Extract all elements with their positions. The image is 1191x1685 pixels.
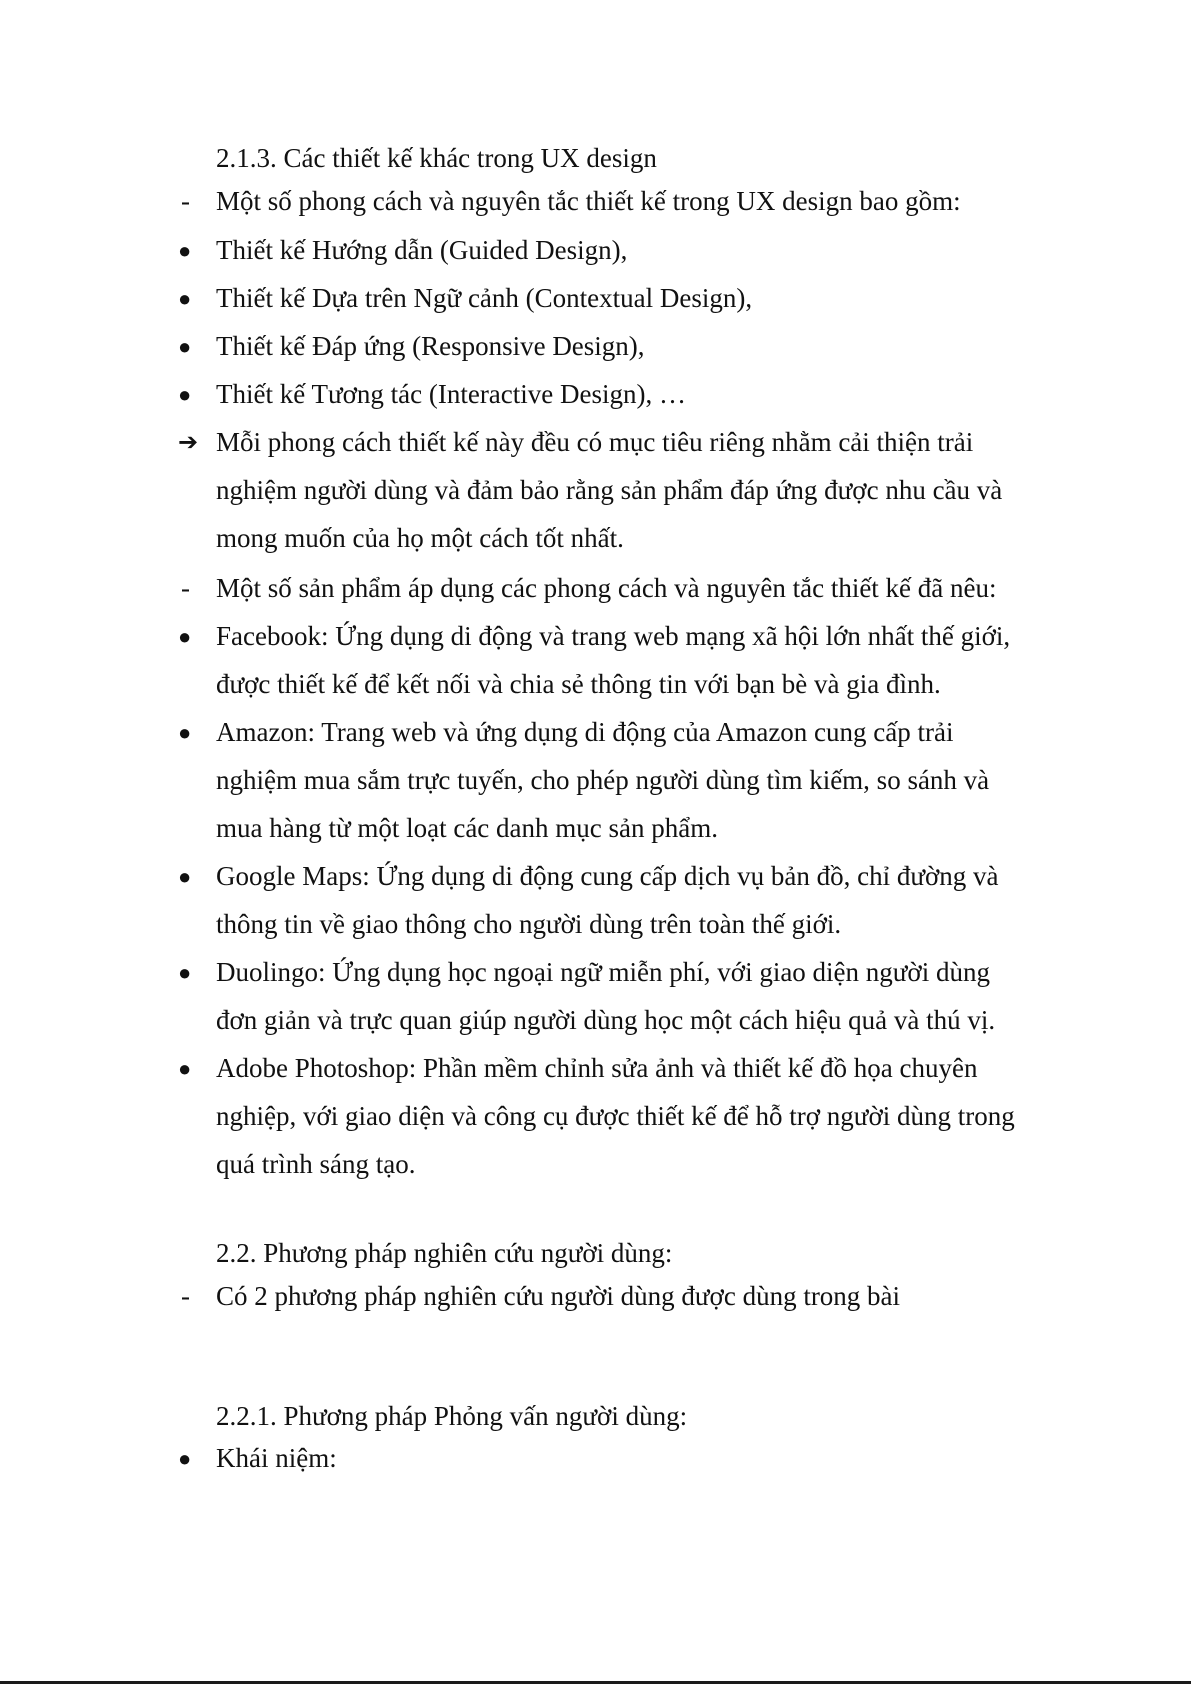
bullet-icon: ● — [178, 624, 192, 649]
product-line: nghiệm mua sắm trực tuyến, cho phép người dùng tìm kiếm, so sánh và — [216, 765, 990, 795]
concept-item: Khái niệm: — [216, 1443, 337, 1473]
dash-marker: - — [181, 186, 190, 216]
style-item: Thiết kế Dựa trên Ngữ cảnh (Contextual Design), — [216, 283, 753, 313]
bullet-icon: ● — [178, 286, 192, 311]
bullet-icon: ● — [178, 382, 192, 407]
dash-marker: - — [181, 573, 190, 603]
bullet-icon: ● — [178, 1446, 192, 1471]
product-line: đơn giản và trực quan giúp người dùng học một cách hiệu quả và thú vị. — [216, 1005, 996, 1035]
section-heading-2-1-3: 2.1.3. Các thiết kế khác trong UX design — [216, 143, 657, 173]
style-item: Thiết kế Hướng dẫn (Guided Design), — [216, 235, 628, 265]
bullet-icon: ● — [178, 1056, 192, 1081]
product-line: Adobe Photoshop: Phần mềm chỉnh sửa ảnh và thiết kế đồ họa chuyên — [216, 1053, 978, 1083]
conclusion-line: nghiệm người dùng và đảm bảo rằng sản phẩm đáp ứng được nhu cầu và — [216, 475, 1003, 505]
product-line: được thiết kế để kết nối và chia sẻ thông tin với bạn bè và gia đình. — [216, 669, 941, 699]
bullet-icon: ● — [178, 960, 192, 985]
product-line: Facebook: Ứng dụng di động và trang web mạng xã hội lớn nhất thế giới, — [216, 621, 1011, 651]
product-line: Amazon: Trang web và ứng dụng di động của Amazon cung cấp trải — [216, 717, 954, 747]
page-bottom-divider — [0, 1681, 1191, 1684]
section-heading-2-2-1: 2.2.1. Phương pháp Phỏng vấn người dùng: — [216, 1401, 688, 1431]
conclusion-line: mong muốn của họ một cách tốt nhất. — [216, 523, 624, 553]
products-intro: Một số sản phẩm áp dụng các phong cách và nguyên tắc thiết kế đã nêu: — [216, 573, 997, 603]
product-line: quá trình sáng tạo. — [216, 1149, 416, 1179]
bullet-icon: ● — [178, 238, 192, 263]
bullet-icon: ● — [178, 334, 192, 359]
product-line: nghiệp, với giao diện và công cụ được thiết kế để hỗ trợ người dùng trong — [216, 1101, 1015, 1131]
product-line: Duolingo: Ứng dụng học ngoại ngữ miễn phí, với giao diện người dùng — [216, 957, 990, 987]
style-item: Thiết kế Tương tác (Interactive Design), … — [216, 379, 686, 409]
section-heading-2-2: 2.2. Phương pháp nghiên cứu người dùng: — [216, 1238, 673, 1268]
product-line: thông tin về giao thông cho người dùng trên toàn thế giới. — [216, 909, 842, 939]
bullet-icon: ● — [178, 720, 192, 745]
dash-marker: - — [181, 1281, 190, 1311]
methods-intro: Có 2 phương pháp nghiên cứu người dùng được dùng trong bài — [216, 1281, 901, 1311]
styles-intro: Một số phong cách và nguyên tắc thiết kế trong UX design bao gồm: — [216, 186, 961, 216]
arrow-icon: ➔ — [178, 428, 199, 456]
conclusion-line: Mỗi phong cách thiết kế này đều có mục tiêu riêng nhằm cải thiện trải — [216, 427, 974, 457]
style-item: Thiết kế Đáp ứng (Responsive Design), — [216, 331, 645, 361]
product-line: mua hàng từ một loạt các danh mục sản phẩm. — [216, 813, 718, 843]
product-line: Google Maps: Ứng dụng di động cung cấp dịch vụ bản đồ, chỉ đường và — [216, 861, 999, 891]
bullet-icon: ● — [178, 864, 192, 889]
